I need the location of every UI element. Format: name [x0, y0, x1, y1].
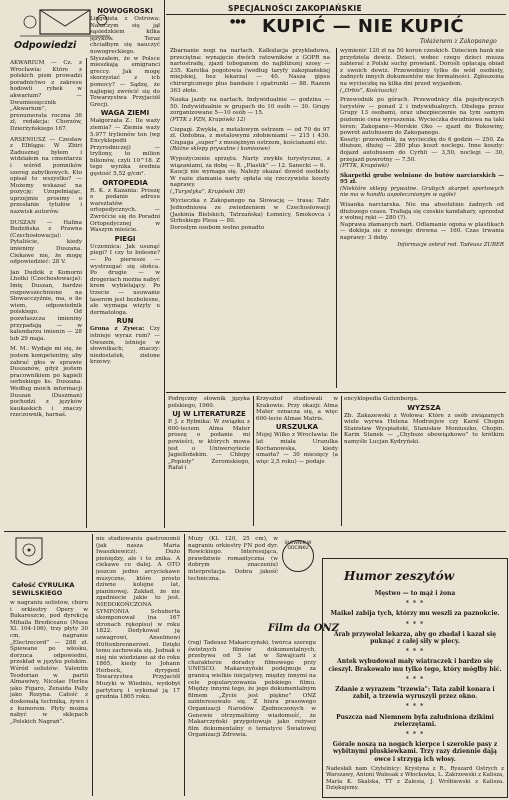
heading-nowogroski: NOWOGROSKI — [97, 7, 153, 15]
answer-duszan-2: Jan Dudzik z Komorni Lhotki (Czechosłowacja): Imię Duszan, bardzo rozpowszechnione na Słowacczyźnie, ma, o ile wiem, odpowiednik polskiego. Od pozwłaszcza imieniny przypadają — w kalendarzu imienin — 28 lub 29 maja. — [10, 269, 82, 342]
answer-ortopedia: R. K. z Kazania: Proszę o podanie adresu warsztatów ortopedycznych. — Zwróćcie się do Poradni Ortopedycznej w Waszym mieście. — [90, 187, 160, 234]
kupic-text-2i: Naprawa złamanych nart. Odlamanie ogona w plastikach — dokleja sie z nowego drewna — 160. Czas trwania naprawy: 3 doby. — [340, 221, 504, 242]
kupic-text-2c: Przewodnik po górach. Przewodnicy dla pojedynczych turystów — ponad 2 i indywidualnych. Obsługa przez Grupy 13 osobami, oraz ubezpieczenie na tym samym poziomie cena wyruszenia. Wycieczka dwudniowa na taki teren: Zakopane—Morskie Oko — zjazd do Bukowiny, powrót autobusem do Zakopanego. — [340, 97, 504, 137]
odpowiedzi-column-2 — [90, 6, 160, 528]
column-divider — [341, 396, 342, 526]
separator: * * * — [405, 648, 425, 656]
answer-uj: P. J. z Rybnika: W związku z 600-leciem Alma Mater proszę o podanie mi powieści, w których mowa jest o Uniwersytecie Jagiellońskim. — Chłopy „Popioły” Żeromskiego, Rafał i — [168, 419, 250, 472]
kupic-text-2f: Skarpetki grube wełniane do butów narciarskich — 95 zł. — [340, 172, 504, 186]
heading-urszulka: URSZULKA — [275, 423, 319, 432]
headline-kupic: KUPIĆ — NIE KUPIĆ — [262, 16, 465, 37]
schubert-text: nie studiowaniu gastronomii (jak nasza Maria Iwaszkiewicz). Dużo pieniędzy, ale i to znika. A ciekawe co dalej. A OTO jeszcze jedno arcyciekawe muzyczne, które prosto dziwne kolejne lat, pianinowej. Zakład, że nie zgadniecie jakie to jest. NIEDOKOŃCZONA SYMFONIA Schuberta skomponował (na 167 stronach rękopisu) w roku 1822. Dedykował ją szwagrowi, Anselmowi Hüttenbrennerowi. Dzięki temu zachowała się. Jednak o niej nie wiedziano aż do roku 1865, kiedy to Johann Herbeck, dyrygent Towarzystwa Przyjaciół Muzyki w Wiedniu, wydobył partyturę i wykonał ją 17 grudnia 1865 roku. — [96, 536, 180, 701]
film-column — [188, 640, 316, 796]
kupic-text-2: wymienić 120 zł na 50 koron czeskich. Dzieciom bank nie przydziela dewiz. Dzieci, wobec czego dzieci musza zabierać z Polski suchy prowiant. Dorośli opłacają obiad z swoich dewiz. Przewodnicy tylko do wód osobisty, żadnych innych dokumentów nie formalności. Zgłoszenia na wycieczkę na kilka dni przed wyjazdem. — [340, 48, 504, 87]
kupic-source-3: („Turystyka”, Krupówki 38) — [170, 188, 246, 195]
answer-piegi: Uczennica: Jak usunąć piegi? I czy to bolesne? — Po pierwsze — wystrzegać się słońca. Po drugie — w drogeriach można nabyć krem wybielający. Po trzecie — usuwanie laserem jest bezbolesne, ale wymaga wizyty u dermatologa. — [90, 243, 160, 316]
answer-gutenberg: encyklopedia Gutenberga. — [344, 396, 419, 402]
humor-list — [326, 590, 504, 794]
kupic-source-2: (Różne sklepy prywatne i komisowe) — [170, 146, 270, 153]
byline: Tołażenem z Zakopanego — [420, 38, 497, 45]
kupic-author: Informacje zebrał red. Tadeusz ZUBER — [397, 241, 504, 248]
kupic-text-2h: Wisanka narciarska. Nie ma absolutnie żadnych od dłuższego czasu. Trafiają się czeskie kandahary, sprzedaż z wolnej ręki — 280 (?). — [340, 202, 504, 222]
kupic-text-1b: Nauka jazdy na nartach. Indywidualnie — godzina — 50. Indywidualnie w grupach do 10 osób — 30. Grupy zorganizowane 5—10 osób — 15. — [170, 97, 330, 117]
humor-line: Antek wybudował mały wiatraczek i bardzo się cieszył. Brakowało mu tylko tego, który mógłby bić. — [328, 658, 502, 673]
header-rule — [166, 14, 506, 15]
column-divider — [253, 396, 254, 526]
answer-arseniusz: ARSENIUSZ — Czesław z Elbląga: W Zbiri Zadusznej byłem i widziałem na cmentarzu i wśród pomników szereg zabytkowych. Kto opisał to wszystko? — Możemy wskazać na pozycję: Uzupełniając, uprzejmie prosimy o przesłanie tytułów i nazwisk autorów. — [10, 136, 82, 216]
answer-akwarium: AKWARIUM — Cz. z Wrocławia: Które z polskich pism prowadzi poradnictwo z zakresu hodowli rybek w akwarium? — Dwumiesięcznik „Akwarium”, prenumerata roczna 36 zł, redakcja: Chorzów, Dzierżyńskiego 167. — [10, 60, 82, 132]
separator: * * * — [405, 620, 425, 628]
kupic-text-1g: Kaucji nie wymaga się. Należy okazać dowód osobisty. W razie zlamania narty opłata się rzeczywiste koszty naprawy. — [170, 169, 330, 189]
answer-wyzsza: Zb. Zakazewski z Wołowa: Które z osób związanych wiele wyrwa Helena Modrzejew czy Karol Chopin Stanisław Wyspiański, Stanisław Moniuszko, Chopin. Karin Stanek — „Chybsze obowiązkowo” to krótkim namyśle Lucjan Kydryński. — [344, 412, 504, 445]
kupic-column-2 — [340, 48, 504, 388]
separator: * * * — [405, 731, 425, 739]
cyrulik-text: w nagraniu solistów, chóru i orkiestry Opery w Bukareszcie, pod dyrekcją Mihaila Brediceanu (Musa XL 104-106), trzy płyty 30 cm, nagranie „Electrecord” — 288 zł. Śpiewane po włosku, dorzuca odpowiedni, przekład w języku polskim. Wśród solistów: Valentin Teodorian w partii Almawiwy, Nicolae Herlea jako Figaro, Zenaida Pally jako Rozyna. Całość z doskonałą techniką, żywo i z humorem. Płyty można nabyć w sklepach „Polskich Nagrań”. — [10, 600, 88, 725]
kupic-source-5: (PTTK, Krupówki) — [340, 163, 389, 170]
humor-line: Puszcza nad Niemnem była załudniona dzikimi zwierzętami. — [336, 713, 494, 728]
kupic-source-6: (Niektóre sklepy prywatne. Grubych skarpet sportowych nie ma w handlu uspołecznionym w ogóle) — [340, 185, 504, 199]
schubert-column — [96, 536, 180, 796]
cyrulik-column — [10, 600, 88, 796]
kupic-text-2d: Koszty: przewodnik, za wycieczkę do 6 godzin — 250. Za dłuższe, dłużej — 280 plus koszt noclegu. Inne koszty: dojazd autobusem do Cyrhli — 3,50, noclegi — 30, przejazd powrotny — 7.50. — [340, 136, 504, 163]
humor-line: Arab przywołał lekarza, aby go zbadał i kazał się puknąć z całej siły w plecy. — [333, 630, 497, 646]
middle-column-3 — [344, 396, 504, 526]
answer-waga-ziemi: Małgorzata Z.: Ile waży ziemia? — Ziemia waży 5.977 trylionów ton (wg Encyklopedii Przyrodniczej) — tryliony, to milion bilionów, czyli 10^18. Z tego wynika średnia gęstość 5,52 g/cm³. — [90, 118, 160, 178]
column-divider — [336, 48, 337, 388]
heading-waga-ziemi: WAGA ZIEMI — [100, 109, 150, 118]
muzy-column — [188, 536, 278, 618]
column-divider — [86, 58, 87, 528]
kupic-text-1j: Dorosłym osobom wolno ponadto — [170, 224, 265, 231]
kupic-text-1i: Wycieczka z Zakopanego na Słowację — trasa: Tatr. Jednodniowa ze zwiedzeniem w Czechosłowacji (Jaskinia Bielskich, Tatrzańska) Łomnicy, Smokovca i Strbskiego Plesa — 80. — [170, 198, 330, 225]
answer-urszulka: Mojej Wilko z Wrocławia: Ile lat miała Urszulka Kochanowska, kiedy umarła? — 30 miesięcy (a więc 2,5 roku) — podaje — [256, 432, 338, 465]
section-label-specjalnosci: SPECJALNOŚCI ZAKOPIAŃSKIE — [228, 4, 362, 13]
kupic-source-4: („Orbis”, Kościuszki) — [340, 87, 397, 94]
heading-film-onz: Film da ONZ — [268, 623, 339, 634]
answer-slownik: Podręczny słownik języka polskiego, 1960. — [168, 396, 250, 409]
section-rule — [4, 531, 506, 532]
kupic-badge: ●●● — [230, 18, 246, 25]
heading-wyzsza: WYZSZA — [407, 403, 441, 412]
answer-nowogroski: Lingwista z Ostrowa: Naszczym się jął sąsiedzkiem kilka języków. Teraz chciałbym się nauczyć nowogreckiego. Słyszałem, że w Polsce mieszkają emigranci greccy. Jak mogę skorzystać z ich pomocy? — Sądzę, że najlepiej zwrócić się do Towarzystwa Przyjaciół Grecji. — [90, 16, 160, 108]
signature-run: RUN — [116, 317, 134, 326]
heading-piegi: PIEGI — [114, 234, 136, 243]
section-rule — [166, 392, 506, 393]
answer-grona: Czy istnieje wyraz rum? — Owszem, istnieje w słownikach; znaczy: niedostatek, zielone krzewy. — [90, 326, 160, 366]
record-shield-icon — [14, 536, 44, 574]
heading-humor: Humor zeszytów — [344, 569, 455, 583]
column-divider — [164, 0, 165, 528]
column-divider — [92, 534, 93, 796]
middle-column-2 — [256, 396, 338, 526]
slownik-stamp — [282, 540, 314, 572]
kupic-text-1: Zbarnanie nogi na nartach. Kalkulacja przykładowa, przeciętna: wynajęcie dwóch ratowników z GOPR na nartostradę, zjazd toboganem do najbliższej szosy — 235. Karetka pogotowia (według taryfy zakopiańskiej miejskiej, bez lekarza) — 40. Nasza gipsu chirurgicznego plus bandaże i opatrunki — 88. Razem 363 złote. — [170, 48, 330, 94]
kupic-text-1d: Ciupagi. Zwykła, z metalowym ostrzem — od 70 do 97 zł. Ozdobna, z metalowymi zdobieniami — 215 i 430. Ciupaga „super” z mosiężnym ostrzem, kościanami etc. — [170, 126, 330, 146]
kupic-text-1f: Wypożyczenie sprzętu. Narty zwykłe turystyczne, z wiązaniami, za dobę — 8. „Plastik” — 12. Sanecki — 6. — [170, 155, 330, 169]
humor-credits: Nadesłali nam Czytelnicy: Krystyna z R., Ryszard Ostrych z Warszawy, Antoni Walesak z Włocławka, L. Zakrzewski z Kalisza, Maria K. Skalska, TT z Zalesia, J. Wróbiewski z Kalisza. Dziękujemy. — [326, 765, 504, 792]
answer-krzysztof: Krzysztof studiowali w Krakowie. Przy okazji: Alma Mater oznacza się, a więc 600-lecie Almae Matris. — [256, 396, 338, 422]
humor-line: Maikel zabija tych, którzy mu weszli za paznokcie. — [330, 610, 500, 618]
separator: * * * — [405, 675, 425, 683]
odpowiedzi-column-1 — [10, 60, 82, 530]
humor-line: Męstwo — to mąż i żona — [374, 590, 456, 597]
humor-line: Zdanie z wyrazem "trzewia": Tata zabił konara i zabił, a trzewia wyruszyli przez okno. — [335, 686, 495, 701]
heading-ortopedia: ORTOPEDIA — [102, 178, 148, 187]
answer-duszan-3: M. M.: Wydaje mi się, że jestem kompetentny, aby zabrać głos w sprawie Duszanów, gdyż jestem pracownikiem po kąpieli serbskiego ks. Duszana. Według moich informacji Duszan (Duszman) pochodzi z języków kaukaskich i znaczy rzeczownik, harnaś. — [10, 346, 82, 419]
separator: * * * — [405, 600, 425, 608]
section-title-odpowiedzi: Odpowiedzi — [14, 40, 77, 51]
grona-label: Grona z Zywca: — [90, 326, 145, 333]
column-divider — [184, 534, 185, 796]
kupic-source-1: (PTTK z PZN, Krupówki 12) — [170, 116, 246, 123]
kupic-column-1 — [170, 48, 330, 388]
humor-line: Górale noszą na nogach kierpce i szerokie pasy z wybitnymi pluskiewkami. Trzy razy dziennie dają owce i strzygą ich włosy. — [332, 741, 498, 763]
stamp-label: SŁOWNIK W ODCINKU — [284, 541, 312, 551]
answer-duszan: DUSZAN — Halina Budzińska z Prawna (Czechosłowacja): Pytaliście, kiedy imieniny Duszana. Ciekawe nie, że mogę odpowiedzieć: 28 V. — [10, 219, 82, 266]
middle-column-1 — [168, 396, 250, 526]
film-text: (rsg) Tadeusz Makarczyński, twórca szeregu świetnych filmów dokumentalnych, przebywa od 3 lat w Szwajcarii z charakterze doradcy filmowego przy UNESCO. Makarczyński podejmuje za granicą wielkie inicjatywy, między innymi na cele popularyzowania polskiego filmu. Między innymi tego, że jego dokumentalnym filmem „Życie jest piękne” ONZ zainteresowało się. Z biura prasowego Organizacji Narodów Zjednoczonych w Genewie otrzymaliśmy wiadomość, że Makarczyński przygotowuje jako reżyser film dokumentalny o tematyce Światowej Organizacji Zdrowia. — [188, 640, 316, 739]
heading-cyrulik: Całość CYRULIKA SEWILSKIEGO — [12, 581, 75, 597]
muzy-text: Muzy (KL 120, 25 cm), w nagraniu orkiestry FN pod dyr. Rowickiego. Interesująca, prawdziwie romantyczna (w dobrym znaczeniu) interpretacja. Dobra jakość techniczna. — [188, 536, 278, 582]
heading-uj: UJ W LITERATURZE — [172, 410, 246, 419]
separator: * * * — [405, 703, 425, 711]
